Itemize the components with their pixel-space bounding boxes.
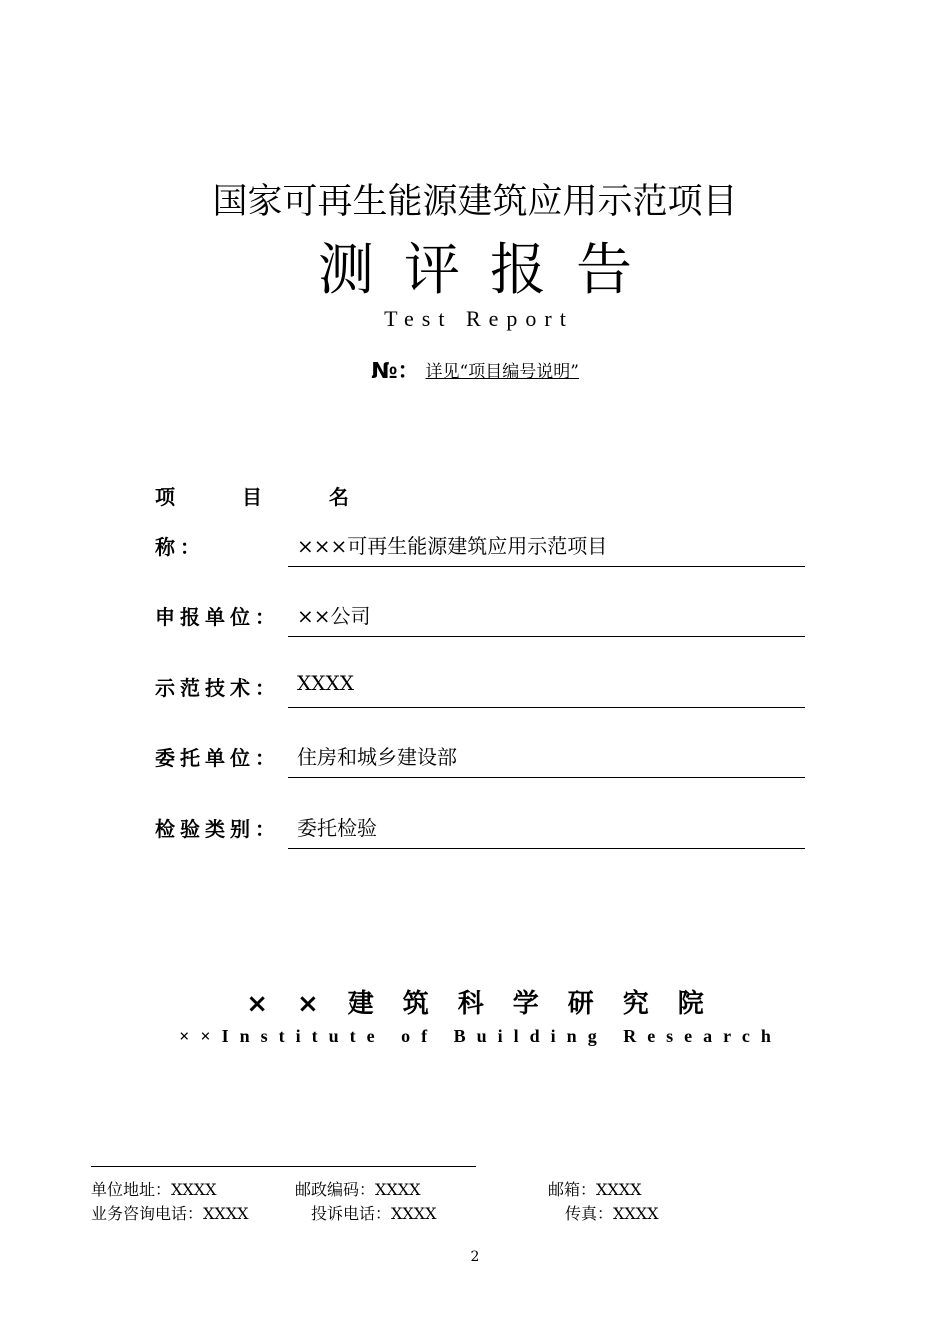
footer-address: 单位地址：XXXX: [91, 1180, 217, 1199]
page-number: 2: [470, 1249, 480, 1265]
technology-label: 示范技术：: [155, 676, 280, 700]
inspection-type-underline: [288, 848, 805, 849]
footer-fax: 传真：XXXX: [565, 1204, 659, 1223]
applicant-value: ××公司: [297, 604, 371, 628]
client-value: 住房和城乡建设部: [297, 745, 457, 769]
client-underline: [288, 777, 805, 778]
document-title: 国家可再生能源建筑应用示范项目: [212, 182, 738, 222]
footer-complaint: 投诉电话：XXXX: [311, 1204, 437, 1223]
number-label: №：: [371, 359, 420, 384]
report-title-english: Test Report: [384, 306, 574, 331]
project-name-label-line2: 称：: [155, 535, 205, 559]
project-name-underline: [288, 566, 805, 567]
footer-postcode: 邮政编码：XXXX: [295, 1180, 421, 1199]
technology-value: XXXX: [297, 671, 354, 695]
number-value: 详见“项目编号说明”: [425, 362, 579, 382]
report-number-row: [0, 354, 950, 385]
project-name-label-line1: 项 目 名: [155, 485, 379, 509]
client-label: 委托单位：: [155, 746, 280, 770]
technology-underline: [288, 707, 805, 708]
inspection-type-value: 委托检验: [297, 816, 377, 840]
institute-name-en: ××Institute of Building Research: [179, 1026, 782, 1046]
footer-divider: [91, 1166, 476, 1167]
institute-name-cn: ××建筑科学研究院: [246, 989, 733, 1019]
report-title: 测评报告: [318, 238, 662, 303]
applicant-label: 申报单位：: [155, 605, 280, 629]
project-name-value: ×××可再生能源建筑应用示范项目: [297, 534, 608, 558]
footer-phone: 业务咨询电话：XXXX: [91, 1204, 249, 1223]
footer-email: 邮箱：XXXX: [548, 1180, 642, 1199]
applicant-underline: [288, 636, 805, 637]
inspection-type-label: 检验类别：: [155, 817, 280, 841]
